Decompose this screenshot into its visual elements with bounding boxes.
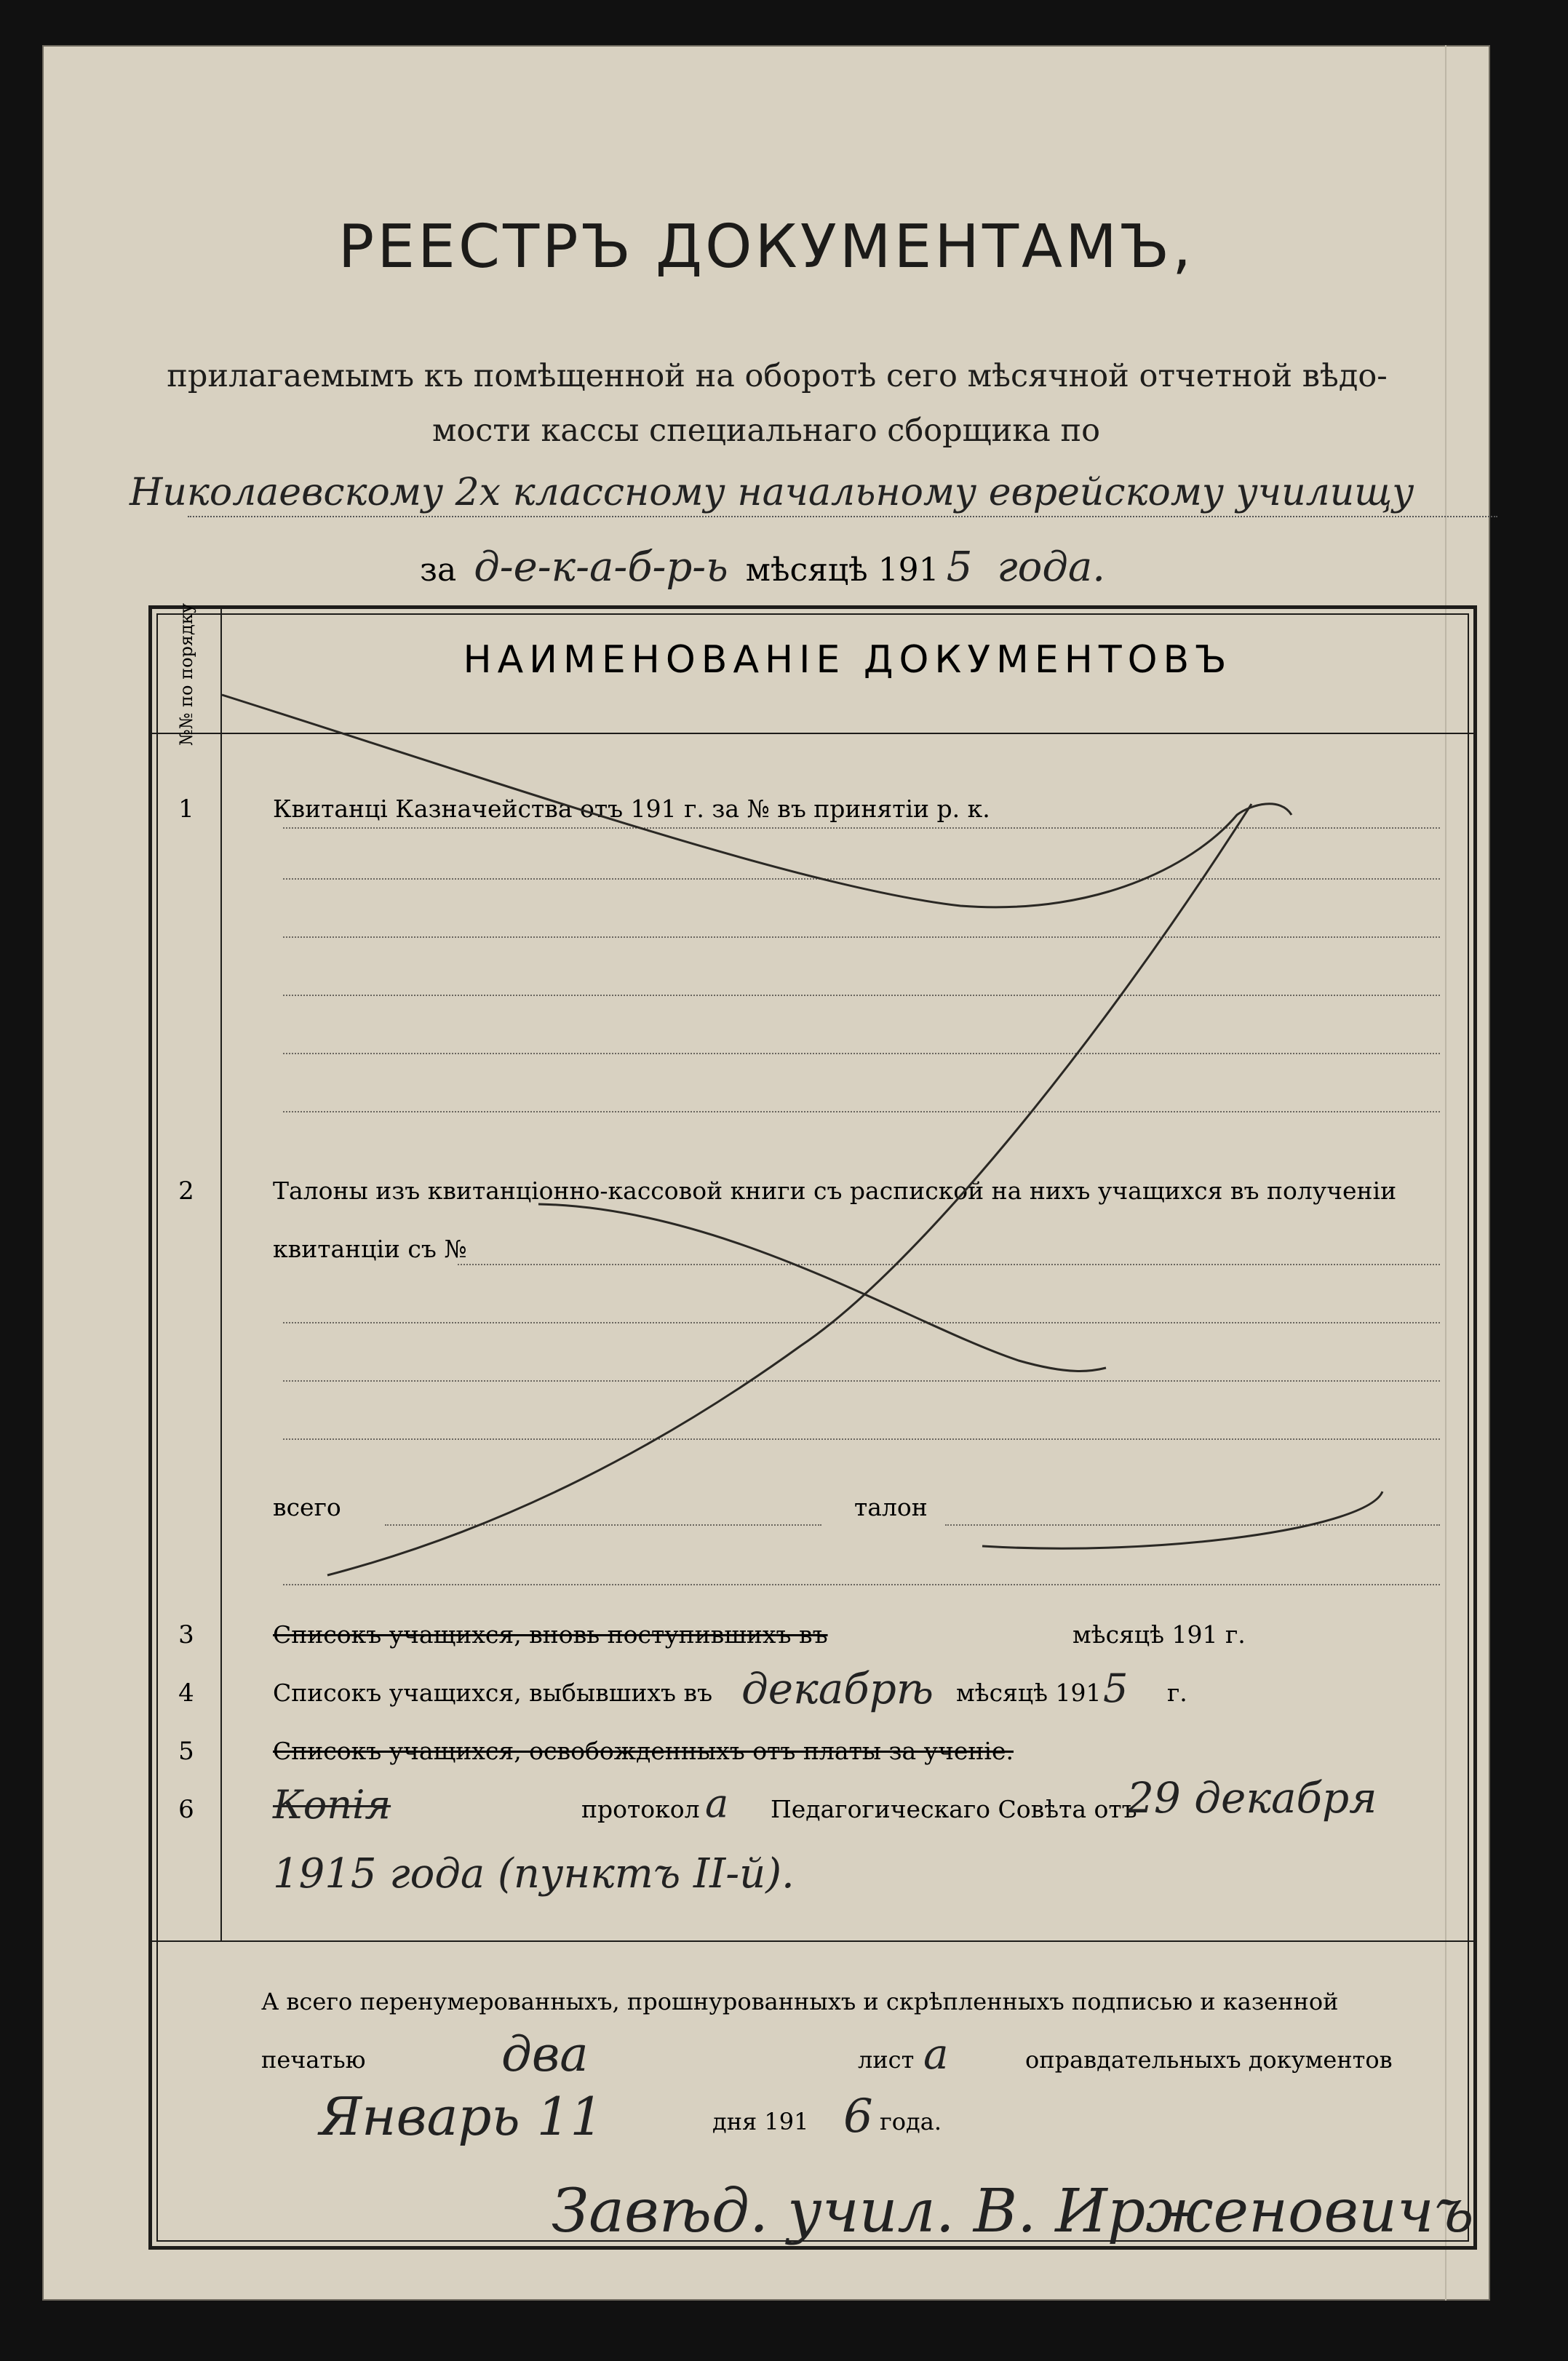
row-2-number: 2	[178, 1176, 194, 1206]
footer-line-2-hand: два	[501, 2026, 589, 2082]
period-mid: мѣсяцѣ 191	[745, 552, 939, 589]
row-4-hand-month: декабрѣ	[741, 1664, 934, 1713]
footer-line-2-a: печатью	[261, 2046, 366, 2074]
footer-line-3-text: дня 191	[712, 2108, 809, 2135]
handwritten-school-name: Николаевскому 2х классному начальному еврейскому училищу	[130, 471, 1512, 514]
row-4-text-c: г.	[1167, 1679, 1187, 1707]
row-6-hand-a: а	[705, 1780, 729, 1826]
footer-line-3-end: года.	[880, 2108, 942, 2135]
row-2-text-2: квитанціи съ №	[273, 1235, 467, 1263]
footer-line-3-hand: Январь 11	[319, 2086, 604, 2147]
footer-line-2-c: оправдательныхъ документов	[1025, 2046, 1393, 2074]
signature: Завѣд. учил. В. Ирженовичъ	[552, 2177, 1474, 2246]
row-4-number: 4	[178, 1679, 194, 1708]
footer-divider	[152, 1940, 1473, 1942]
row-3-number: 3	[178, 1620, 194, 1649]
row-6-number: 6	[178, 1795, 194, 1824]
row-2-talon: талон	[854, 1493, 928, 1521]
header-divider	[152, 733, 1473, 734]
row-1-number: 1	[178, 795, 194, 824]
period-line	[42, 544, 1490, 591]
document-title: РЕЕСТРЪ ДОКУМЕНТАМЪ,	[338, 212, 1195, 282]
row-6-text: протокол	[581, 1795, 700, 1823]
row-4-hand-year: 5	[1103, 1665, 1129, 1711]
row-4-text: Списокъ учащихся, выбывшихъ въ	[273, 1679, 713, 1707]
row-5-number: 5	[178, 1737, 194, 1766]
row-5-text: Списокъ учащихся, освобожденныхъ отъ платы за ученіе.	[273, 1737, 1014, 1765]
row-6-hand-copy: Копія	[273, 1782, 391, 1828]
footer-line-3-hand-6: 6	[843, 2090, 873, 2143]
row-2-text: Талоны изъ квитанціонно-кассовой книги съ распиской на нихъ учащихся въ полученіи	[273, 1176, 1397, 1205]
subtitle-line-2: мости кассы специальнаго сборщика по	[431, 413, 1101, 449]
row-4-text-b: мѣсяцѣ 191	[956, 1679, 1102, 1707]
footer-line-2-hand-a: а	[923, 2029, 949, 2079]
period-suffix: года.	[997, 544, 1106, 591]
footer-line-2-b: лист	[858, 2046, 915, 2074]
row-1-text: Квитанці Казначейства отъ 191 г. за № въ принятіи р. к.	[273, 795, 990, 823]
subtitle-line-1: прилагаемымъ къ помѣщенной на оборотѣ сего мѣсячной отчетной вѣдо-	[167, 358, 1388, 394]
row-6-hand-line-2: 1915 года (пунктъ II-й).	[273, 1850, 795, 1898]
row-6-text-b: Педагогическаго Совѣта отъ	[771, 1795, 1137, 1823]
col-name-header: НАИМЕНОВАНІЕ ДОКУМЕНТОВЪ	[463, 638, 1233, 682]
documents-table	[148, 605, 1477, 2250]
document-sheet	[42, 45, 1490, 2301]
row-3-text-b: мѣсяцѣ 191 г.	[1072, 1620, 1246, 1649]
period-year-digit: 5	[946, 544, 973, 591]
col-number-header: №№ по порядку	[176, 603, 197, 746]
column-divider	[220, 609, 222, 1940]
row-6-hand-date: 29 декабря	[1127, 1773, 1377, 1823]
period-prefix: за	[419, 552, 457, 589]
row-3-text: Списокъ учащихся, вновь поступившихъ въ	[273, 1620, 828, 1649]
footer-line-1: А всего перенумерованныхъ, прошнурованныхъ и скрѣпленныхъ подписью и казенной	[261, 1988, 1339, 2015]
row-2-total: всего	[273, 1493, 341, 1521]
period-month: д-е-к-а-б-р-ь	[474, 544, 728, 591]
